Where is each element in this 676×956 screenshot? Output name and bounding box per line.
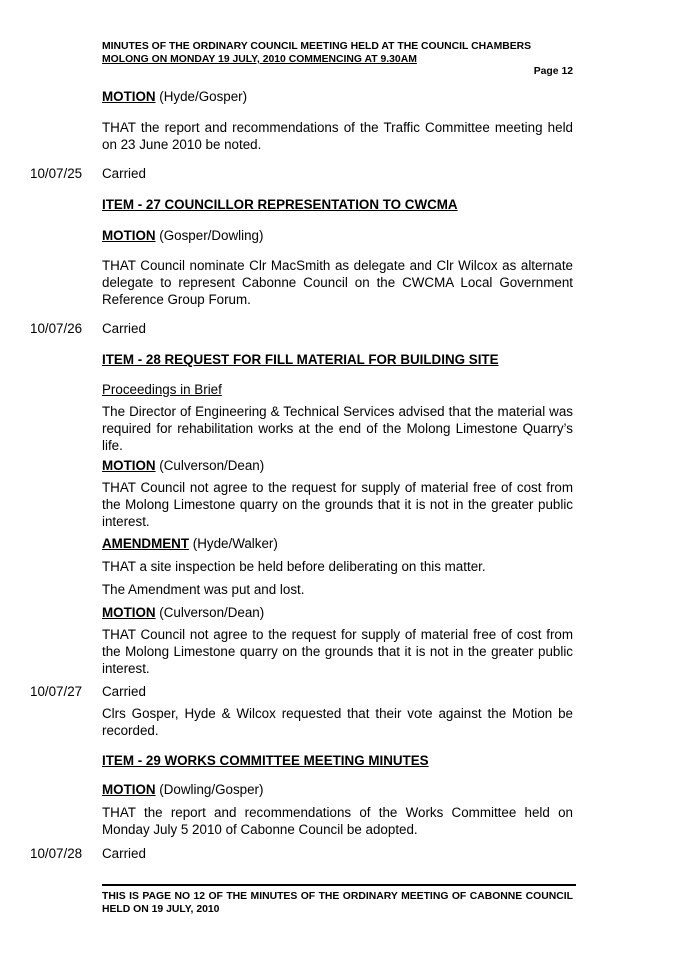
motion-heading-3 xyxy=(102,457,573,474)
page-number: Page 12 xyxy=(533,66,573,77)
item-28-heading: ITEM - 28 REQUEST FOR FILL MATERIAL FOR BUILDING SITE xyxy=(102,352,499,367)
motion-movers: (Dowling/Gosper) xyxy=(155,782,264,797)
resolution-result-28: Carried xyxy=(102,846,146,861)
motion-movers: (Gosper/Dowling) xyxy=(155,228,264,243)
motion-label: MOTION xyxy=(102,782,156,797)
item-29-heading: ITEM - 29 WORKS COMMITTEE MEETING MINUTES xyxy=(102,753,429,768)
motion-text-4: THAT Council not agree to the request for supply of material free of cost from the Molong Limestone quarry on the grounds that it is not in the greater public interest. xyxy=(102,627,573,676)
motion-label: MOTION xyxy=(102,89,156,104)
motion-movers: (Hyde/Gosper) xyxy=(155,89,248,104)
resolution-result-25: Carried xyxy=(102,166,146,181)
resolution-result-27: Carried xyxy=(102,684,146,699)
amendment-result: The Amendment was put and lost. xyxy=(102,582,305,597)
motion-label: MOTION xyxy=(102,605,156,620)
footer-rule xyxy=(102,884,576,886)
header-line-1: MINUTES OF THE ORDINARY COUNCIL MEETING HELD AT THE COUNCIL CHAMBERS xyxy=(102,41,532,52)
page-header xyxy=(102,40,574,66)
motion-text-5: THAT the report and recommendations of the Works Committee held on Monday July 5 2010 of Cabonne Council be adopted. xyxy=(102,805,573,837)
motion-heading-2 xyxy=(102,227,573,244)
amendment-movers: (Hyde/Walker) xyxy=(189,536,278,551)
resolution-note-27: Clrs Gosper, Hyde & Wilcox requested that their vote against the Motion be recorded. xyxy=(102,706,573,738)
page-footer: THIS IS PAGE NO 12 OF THE MINUTES OF THE ORDINARY MEETING OF CABONNE COUNCIL HELD ON 19 JULY, 2010 xyxy=(102,891,573,915)
motion-text-1: THAT the report and recommendations of the Traffic Committee meeting held on 23 June 2010 be noted. xyxy=(102,120,573,152)
motion-label: MOTION xyxy=(102,458,156,473)
resolution-number-27: 10/07/27 xyxy=(30,684,83,699)
proceedings-text: The Director of Engineering & Technical Services advised that the material was required for rehabilitation works at the end of the Molong Limestone Quarry’s life. xyxy=(102,404,573,453)
amendment-text: THAT a site inspection be held before deliberating on this matter. xyxy=(102,559,486,574)
resolution-result-26: Carried xyxy=(102,321,146,336)
motion-heading-1 xyxy=(102,88,573,105)
resolution-number-26: 10/07/26 xyxy=(30,321,83,336)
motion-heading-4 xyxy=(102,604,573,621)
motion-movers: (Culverson/Dean) xyxy=(155,605,265,620)
resolution-number-25: 10/07/25 xyxy=(30,166,83,181)
item-27-heading: ITEM - 27 COUNCILLOR REPRESENTATION TO CWCMA xyxy=(102,197,458,212)
motion-movers: (Culverson/Dean) xyxy=(155,458,265,473)
amendment-heading xyxy=(102,535,573,552)
header-line-2: MOLONG ON MONDAY 19 JULY, 2010 COMMENCING AT 9.30AM xyxy=(102,54,417,65)
motion-label: MOTION xyxy=(102,228,156,243)
motion-text-3: THAT Council not agree to the request for supply of material free of cost from the Molong Limestone quarry on the grounds that it is not in the greater public interest. xyxy=(102,480,573,529)
motion-text-2: THAT Council nominate Clr MacSmith as delegate and Clr Wilcox as alternate delegate to represent Cabonne Council on the CWCMA Local Government Reference Group Forum. xyxy=(102,258,573,307)
proceedings-heading: Proceedings in Brief xyxy=(102,382,222,397)
resolution-number-28: 10/07/28 xyxy=(30,846,83,861)
motion-heading-5 xyxy=(102,781,573,798)
amendment-label: AMENDMENT xyxy=(102,536,190,551)
